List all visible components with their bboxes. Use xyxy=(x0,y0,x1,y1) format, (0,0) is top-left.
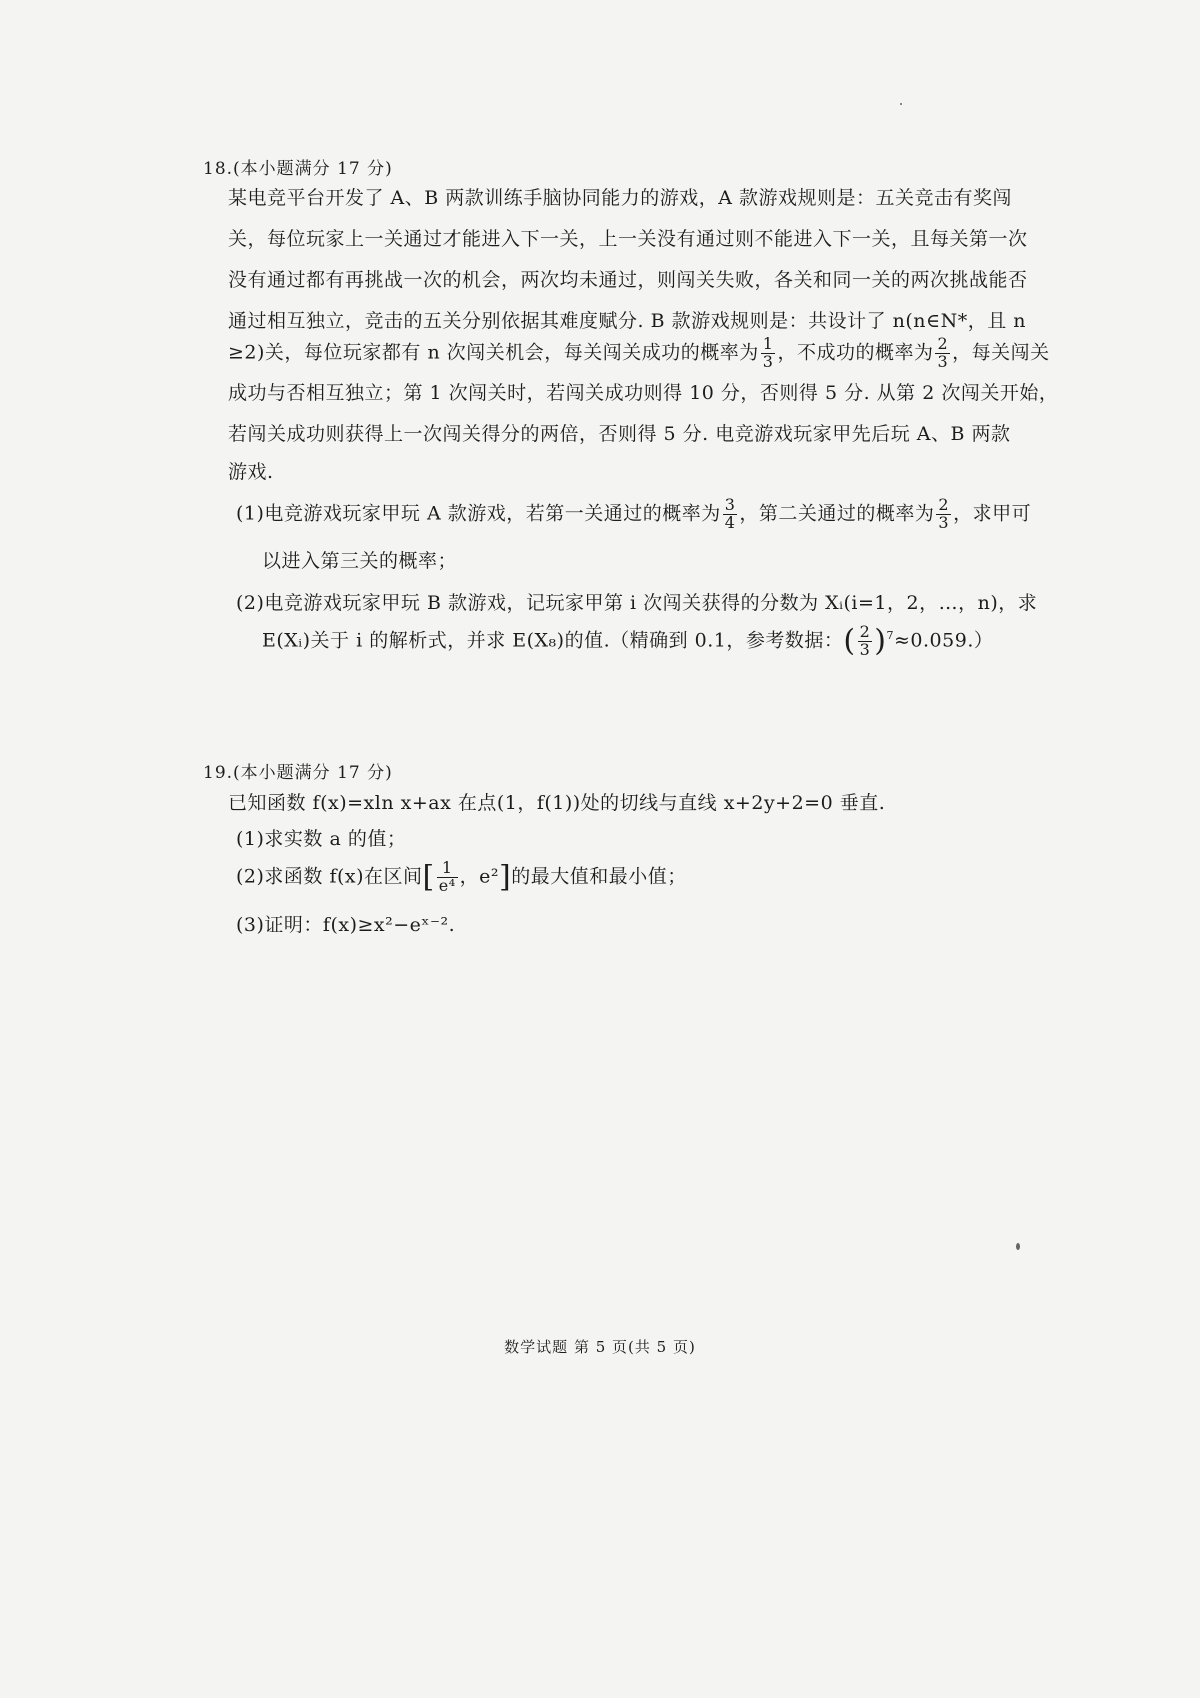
q19-part-2: (2)求函数 f(x)在区间[ $\frac{1}{\text{e⁴}}$ ，e²]的最大值和最小值； xyxy=(236,858,687,895)
q18-header: 18.(本小题满分 17 分) xyxy=(203,159,393,179)
fraction-three-quarters: $\frac{3}{4}$ xyxy=(724,495,736,532)
fraction-one-third: $\frac{1}{3}$ xyxy=(762,334,774,371)
page-footer: 数学试题 第 5 页(共 5 页) xyxy=(504,1338,696,1356)
q18-line-1: 某电竞平台开发了 A、B 两款训练手脑协同能力的游戏，A 款游戏规则是：五关竞击有奖闯 xyxy=(228,187,1013,209)
q18-line-5-b: ，不成功的概率为 xyxy=(777,341,934,364)
fraction-two-thirds: $\frac{2}{3}$ xyxy=(938,495,950,532)
q18-part-1: (1)电竞游戏玩家甲玩 A 款游戏，若第一关通过的概率为 $\frac{3}{4}$ ，第二关通过的概率为 $\frac{2}{3}$ ，求甲可 xyxy=(236,495,1032,532)
fraction-two-thirds: $\frac{2}{3}$ xyxy=(859,622,871,659)
q18-line-6: 成功与否相互独立；第 1 次闯关时，若闯关成功则得 10 分，否则得 5 分. 从第 2 次闯关开始， xyxy=(228,382,1059,404)
q18-line-4: 通过相互独立，竞击的五关分别依据其难度赋分. B 款游戏规则是：共设计了 n(n∈N*，且 n xyxy=(228,310,1026,332)
q18-stem xyxy=(228,178,1028,342)
q18-line-5-a: ≥2)关，每位玩家都有 n 次闯关机会，每关闯关成功的概率为 xyxy=(228,341,759,364)
q18-part-1-cont: 以进入第三关的概率； xyxy=(262,550,458,572)
fraction-two-thirds: $\frac{2}{3}$ xyxy=(937,334,949,371)
q18-line-2: 关，每位玩家上一关通过才能进入下一关，上一关没有通过则不能进入下一关，且每关第一次 xyxy=(228,228,1028,250)
paren-right: ) xyxy=(874,623,887,659)
q18-line-5 xyxy=(228,336,1050,371)
scan-speck xyxy=(900,103,902,105)
q18-part-2-line-2: E(Xᵢ)关于 i 的解析式，并求 E(X₈)的值.（精确到 0.1，参考数据：( $\frac{2}{3}$ )$^7$≈0.059.） xyxy=(262,622,994,659)
scan-speck xyxy=(1016,1243,1020,1250)
q18-line-3: 没有通过都有再挑战一次的机会，两次均未通过，则闯关失败，各关和同一关的两次挑战能否 xyxy=(228,269,1028,291)
bracket-right: ] xyxy=(499,859,512,895)
q18-line-7: 若闯关成功则获得上一次闯关得分的两倍，否则得 5 分. 电竞游戏玩家甲先后玩 A、B 两款 xyxy=(228,423,1011,445)
exponent: 7 xyxy=(886,628,894,642)
q19-part-3: (3)证明：f(x)≥x²−eˣ⁻². xyxy=(236,914,456,936)
q18-line-5-c: ，每关闯关 xyxy=(952,341,1050,364)
paren-left: ( xyxy=(843,623,856,659)
q18-line-8: 游戏. xyxy=(228,461,274,483)
q19-header: 19.(本小题满分 17 分) xyxy=(203,763,393,783)
bracket-left: [ xyxy=(422,859,435,895)
q19-stem: 已知函数 f(x)=xln x+ax 在点(1，f(1))处的切线与直线 x+2y+2=0 垂直. xyxy=(228,792,886,814)
q19-part-1: (1)求实数 a 的值； xyxy=(236,828,407,850)
fraction-one-over-e4: $\frac{1}{\text{e⁴}}$ xyxy=(438,858,456,895)
q18-part-2-line-1: (2)电竞游戏玩家甲玩 B 款游戏，记玩家甲第 i 次闯关获得的分数为 Xᵢ(i=1，2，…，n)，求 xyxy=(236,592,1038,614)
